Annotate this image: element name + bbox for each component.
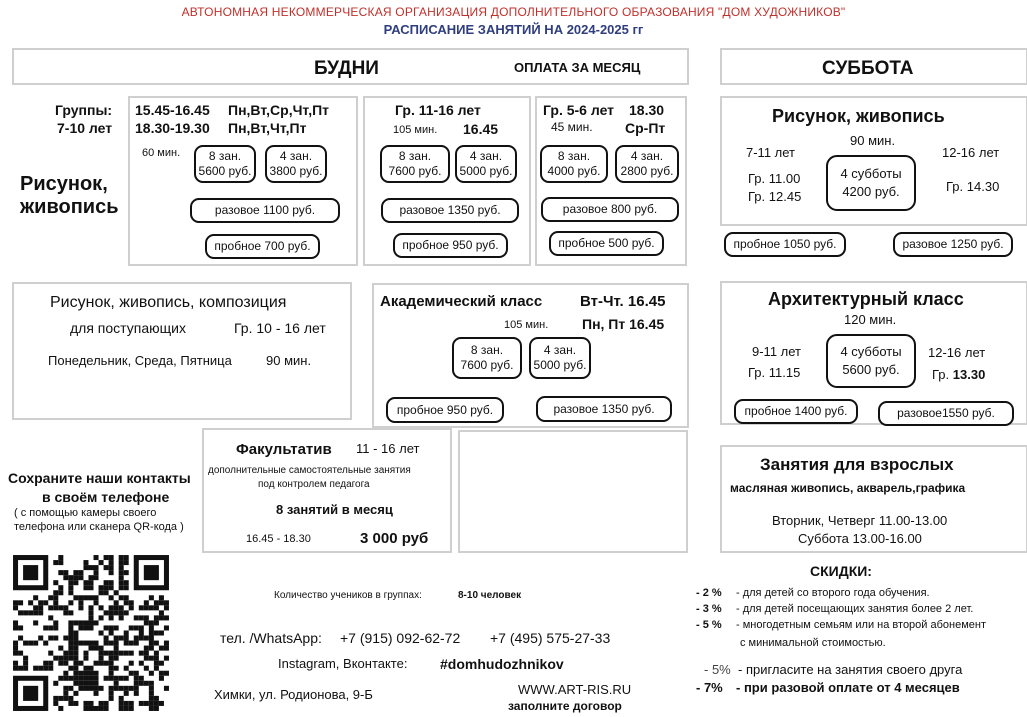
schedule-title: РАСПИСАНИЕ ЗАНЯТИЙ НА 2024-2025 гг: [383, 22, 644, 37]
painting-label-line1: Рисунок,: [20, 173, 108, 195]
academic-days2: Пн, Пт 16.45: [582, 316, 665, 332]
arch-right-time: 13.30: [952, 367, 986, 382]
g3-trial-pill: пробное 500 руб.: [549, 231, 664, 256]
discount-item: [696, 587, 930, 600]
architecture-title: Архитектурный класс: [768, 289, 964, 309]
g1-8-lessons-pill: [194, 145, 256, 183]
g2-p8b: 7600 руб.: [388, 164, 442, 178]
discount-pct: - 5 %: [696, 619, 722, 631]
qr-hint-2: телефона или сканера QR-кода ): [14, 521, 184, 533]
arch-left-age: 9-11 лет: [752, 344, 802, 359]
save-contacts-2: в своём телефоне: [42, 489, 170, 505]
contract-note: заполните договор: [508, 699, 622, 713]
g2-single-pill: разовое 1350 руб.: [381, 198, 519, 223]
discount-item: [740, 637, 886, 650]
g3-4-lessons-pill: [615, 145, 679, 183]
arch-trial-pill: пробное 1400 руб.: [734, 399, 858, 424]
students-label: Количество учеников в группах:: [274, 590, 422, 601]
sat-left-t2: Гр. 12.45: [748, 189, 802, 204]
discount-text: с минимальной стоимостью.: [740, 637, 886, 649]
arch-center-a: 4 субботы: [840, 344, 902, 359]
g2-duration: 105 мин.: [393, 124, 438, 136]
discount-pct: - 5%: [704, 662, 731, 677]
arch-right-prefix: Гр.: [932, 367, 953, 382]
academic-days1: Вт-Чт. 16.45: [580, 293, 666, 310]
academic-single-pill: разовое 1350 руб.: [536, 396, 672, 422]
g2-p4a: 4 зан.: [469, 149, 503, 163]
elective-price: 3 000 руб: [360, 530, 429, 547]
discount-item: [696, 681, 960, 696]
social-label: Instagram, Вконтакте:: [278, 656, 408, 671]
arch-right-t: [932, 368, 985, 383]
g2-time: 16.45: [463, 121, 499, 137]
g3-duration: 45 мин.: [551, 120, 593, 134]
g1-days1: Пн,Вт,Ср,Чт,Пт: [228, 102, 330, 118]
elective-panel: [202, 428, 452, 553]
architecture-duration: 120 мин.: [844, 312, 897, 327]
sat-center-b: 4200 руб.: [842, 184, 900, 199]
arch-4-saturdays-pill: [826, 334, 916, 388]
g3-time: 18.30: [629, 102, 665, 118]
discount-item: [696, 619, 986, 632]
applicants-line1: Рисунок, живопись, композиция: [50, 294, 287, 311]
elective-desc1: дополнительные самостоятельные занятия: [208, 465, 411, 476]
g1-p8b: 5600 руб.: [198, 164, 252, 178]
academic-8-lessons-pill: [452, 337, 522, 379]
groups-label: [55, 101, 112, 137]
discount-pct: - 2 %: [696, 587, 722, 599]
website: WWW.ART-RIS.RU: [518, 682, 632, 697]
sat-painting-title: Рисунок, живопись: [772, 106, 945, 126]
elective-per-month: 8 занятий в месяц: [276, 502, 393, 517]
discount-text: - для детей посещающих занятия более 2 лет.: [736, 603, 974, 615]
discount-pct: - 3 %: [696, 603, 722, 615]
phone-2: +7 (495) 575-27-33: [490, 630, 611, 646]
academic-p4b: 5000 руб.: [533, 358, 587, 372]
g1-trial-pill: пробное 700 руб.: [205, 234, 320, 259]
elective-title: Факультатив: [236, 441, 332, 458]
applicants-line3a: Понедельник, Среда, Пятница: [48, 353, 232, 368]
sat-right-age: 12-16 лет: [942, 145, 1000, 160]
arch-right-age: 12-16 лет: [928, 345, 986, 360]
address: Химки, ул. Родионова, 9-Б: [214, 687, 373, 702]
social-handle: #domhudozhnikov: [440, 656, 564, 672]
g1-p8a: 8 зан.: [208, 149, 242, 163]
g3-days: Ср-Пт: [625, 120, 666, 136]
g3-p4a: 4 зан.: [630, 149, 664, 163]
sat-center-a: 4 субботы: [840, 166, 902, 181]
weekdays-header: [12, 48, 689, 85]
academic-trial-pill: пробное 950 руб.: [386, 397, 504, 423]
applicants-panel: [12, 282, 352, 420]
g1-p4a: 4 зан.: [279, 149, 313, 163]
g3-p8b: 4000 руб.: [547, 164, 601, 178]
academic-p8b: 7600 руб.: [460, 358, 514, 372]
g3-p8a: 8 зан.: [557, 149, 591, 163]
painting-label-line2: живопись: [20, 196, 119, 218]
sat-4-saturdays-pill: [826, 155, 916, 211]
elective-time: 16.45 - 18.30: [246, 533, 311, 545]
g1-4-lessons-pill: [265, 145, 327, 183]
weekdays-title: БУДНИ: [314, 58, 379, 79]
applicants-line2b: Гр. 10 - 16 лет: [234, 320, 326, 336]
sat-trial-pill: пробное 1050 руб.: [724, 232, 846, 257]
academic-p4a: 4 зан.: [543, 343, 577, 357]
painting-label: [20, 173, 119, 219]
adults-title: Занятия для взрослых: [760, 455, 954, 474]
applicants-line2a: для поступающих: [70, 320, 186, 336]
save-contacts-1: Сохраните наши контакты: [8, 470, 191, 486]
discount-pct: - 7%: [696, 680, 723, 695]
g2-p8a: 8 зан.: [398, 149, 432, 163]
arch-center-b: 5600 руб.: [842, 362, 900, 377]
sat-left-age: 7-11 лет: [746, 145, 796, 160]
applicants-line3b: 90 мин.: [266, 353, 312, 368]
sat-left-t1: Гр. 11.00: [748, 171, 801, 186]
phone-1: +7 (915) 092-62-72: [340, 630, 461, 646]
g1-single-pill: разовое 1100 руб.: [190, 198, 340, 223]
academic-p8a: 8 зан.: [470, 343, 504, 357]
g1-time2: 18.30-19.30: [135, 120, 210, 136]
g3-single-pill: разовое 800 руб.: [541, 197, 679, 222]
g2-4-lessons-pill: [455, 145, 517, 183]
saturday-header: [720, 48, 1027, 85]
g1-time1: 15.45-16.45: [135, 102, 210, 118]
sat-right-t: Гр. 14.30: [946, 179, 1000, 194]
adults-line2: Суббота 13.00-16.00: [798, 531, 922, 546]
adults-panel: [720, 445, 1027, 553]
saturday-title: СУББОТА: [822, 58, 914, 79]
academic-title: Академический класс: [380, 293, 543, 310]
elective-desc2: под контролем педагога: [258, 479, 370, 490]
discount-text: - для детей со второго года обучения.: [736, 587, 930, 599]
qr-code-icon: [8, 550, 174, 716]
g3-8-lessons-pill: [540, 145, 608, 183]
elective-age: 11 - 16 лет: [356, 441, 420, 456]
academic-duration: 105 мин.: [504, 319, 549, 331]
discount-item: [704, 663, 962, 678]
discount-text: - пригласите на занятия своего друга: [738, 662, 963, 677]
arch-left-t: Гр. 11.15: [748, 365, 801, 380]
groups-line2: 7-10 лет: [57, 120, 113, 136]
groups-line1: Группы:: [55, 102, 113, 118]
sat-painting-duration: 90 мин.: [850, 133, 896, 148]
g2-trial-pill: пробное 950 руб.: [393, 233, 508, 258]
discount-text: - многодетным семьям или на второй абонемент: [736, 619, 987, 631]
g1-days2: Пн,Вт,Чт,Пт: [228, 120, 307, 136]
adults-subtitle: масляная живопись, акварель,графика: [730, 481, 966, 495]
g1-duration: 60 мин.: [142, 147, 181, 159]
academic-4-lessons-pill: [529, 337, 591, 379]
g2-8-lessons-pill: [380, 145, 450, 183]
g3-title: Гр. 5-6 лет: [543, 102, 615, 118]
students-value: 8-10 человек: [458, 590, 522, 601]
discount-text: - при разовой оплате от 4 месяцев: [736, 680, 960, 695]
org-name: АВТОНОМНАЯ НЕКОММЕРЧЕСКАЯ ОРГАНИЗАЦИЯ ДОПОЛНИТЕЛЬНОГО ОБРАЗОВАНИЯ "ДОМ ХУДОЖНИКОВ": [181, 5, 846, 19]
qr-hint-1: ( с помощью камеры своего: [14, 507, 157, 519]
g2-title: Гр. 11-16 лет: [395, 102, 481, 118]
empty-panel: [458, 430, 688, 553]
discounts-title: СКИДКИ:: [810, 563, 872, 579]
g3-p4b: 2800 руб.: [620, 164, 674, 178]
adults-line1: Вторник, Четверг 11.00-13.00: [772, 513, 948, 528]
discount-item: [696, 603, 973, 616]
arch-single-pill: разовое1550 руб.: [878, 401, 1014, 426]
g1-p4b: 3800 руб.: [269, 164, 323, 178]
payment-note: ОПЛАТА ЗА МЕСЯЦ: [514, 60, 641, 75]
phone-label: тел. /WhatsApp:: [220, 630, 322, 646]
g2-p4b: 5000 руб.: [459, 164, 513, 178]
sat-single-pill: разовое 1250 руб.: [893, 232, 1013, 257]
